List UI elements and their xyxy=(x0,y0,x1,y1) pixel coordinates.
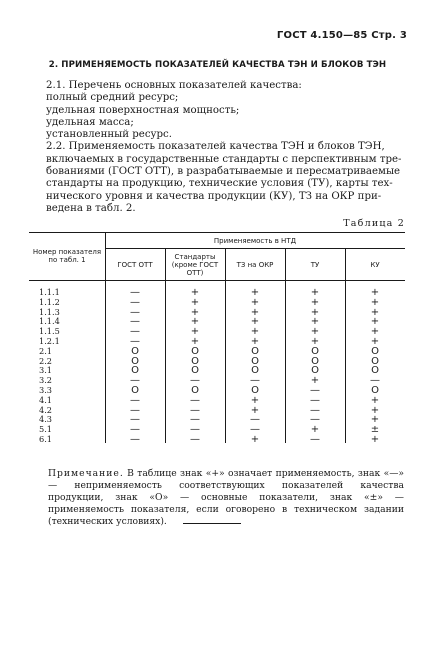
row-applicability-mark: — xyxy=(130,306,140,318)
header-col-tz-okr: ТЗ на ОКР xyxy=(236,260,274,269)
note-lead: Примечание. xyxy=(48,468,124,479)
header-col-gost-ott: ГОСТ ОТТ xyxy=(117,260,153,269)
row-applicability-mark: — xyxy=(130,296,140,308)
row-applicability-mark: О xyxy=(131,385,139,396)
table-row xyxy=(29,396,405,406)
row-applicability-mark: О xyxy=(191,365,199,377)
row-applicability-mark: + xyxy=(310,306,320,318)
table-row xyxy=(29,337,405,347)
row-applicability-mark: + xyxy=(370,394,380,406)
running-header: ГОСТ 4.150—85 Стр. 3 xyxy=(276,30,407,41)
row-applicability-mark: — xyxy=(190,375,200,387)
row-applicability-mark: + xyxy=(250,306,260,318)
row-applicability-mark: — xyxy=(190,424,200,436)
row-applicability-mark: — xyxy=(190,394,200,406)
row-applicability-mark: + xyxy=(250,394,260,406)
row-applicability-mark: — xyxy=(250,424,260,436)
row-applicability-mark: + xyxy=(370,414,380,426)
row-applicability-mark: + xyxy=(190,296,200,308)
row-applicability-mark: — xyxy=(130,287,140,298)
row-applicability-mark: + xyxy=(250,434,260,445)
row-applicability-mark: + xyxy=(310,296,320,308)
table-row xyxy=(29,386,405,396)
para-2-2-line: ведена в табл. 2. xyxy=(46,202,136,214)
row-indicator-number: 2.2 xyxy=(39,355,53,366)
row-applicability-mark: О xyxy=(191,355,199,367)
row-applicability-mark: — xyxy=(130,434,140,445)
table-row xyxy=(29,317,405,327)
row-applicability-mark: ± xyxy=(370,424,380,436)
table-row xyxy=(29,357,405,367)
row-applicability-mark: О xyxy=(371,365,379,377)
row-applicability-mark: О xyxy=(251,345,259,357)
row-applicability-mark: + xyxy=(370,336,380,347)
row-applicability-mark: + xyxy=(250,404,260,416)
row-applicability-mark: — xyxy=(130,404,140,416)
row-applicability-mark: + xyxy=(250,336,260,347)
para-2-1-item: удельная масса; xyxy=(46,116,134,128)
para-2-1-item: установленный ресурс. xyxy=(46,129,173,141)
row-applicability-mark: + xyxy=(370,404,380,416)
row-applicability-mark: О xyxy=(371,345,379,357)
row-applicability-mark: — xyxy=(250,414,260,426)
table-row xyxy=(29,406,405,416)
row-applicability-mark: — xyxy=(130,394,140,406)
header-indicator-number: Номер показателя по табл. 1 xyxy=(32,248,102,264)
row-indicator-number: 4.3 xyxy=(39,414,53,425)
row-applicability-mark: — xyxy=(130,326,140,338)
table-rule-header xyxy=(29,280,405,281)
row-applicability-mark: — xyxy=(130,414,140,426)
row-applicability-mark: — xyxy=(130,424,140,436)
row-applicability-mark: — xyxy=(190,414,200,426)
table-row xyxy=(29,327,405,337)
applicability-table xyxy=(29,232,405,443)
section-title: 2. ПРИМЕНЯЕМОСТЬ ПОКАЗАТЕЛЕЙ КАЧЕСТВА ТЭН И БЛОКОВ ТЭН xyxy=(48,60,387,70)
row-applicability-mark: + xyxy=(370,434,380,445)
row-applicability-mark: О xyxy=(311,365,319,377)
row-applicability-mark: О xyxy=(371,355,379,367)
row-applicability-mark: + xyxy=(190,316,200,328)
row-applicability-mark: — xyxy=(130,336,140,347)
row-applicability-mark: — xyxy=(190,434,200,445)
row-applicability-mark: + xyxy=(190,326,200,338)
row-applicability-mark: + xyxy=(190,336,200,347)
table-row xyxy=(29,415,405,425)
para-2-1-item: полный средний ресурс; xyxy=(46,92,179,104)
para-2-2-line: бованиями (ГОСТ ОТТ), в разрабатываемые и пересматриваемые xyxy=(46,166,401,178)
row-applicability-mark: О xyxy=(251,355,259,367)
row-applicability-mark: — xyxy=(310,394,320,406)
table-row xyxy=(29,366,405,376)
row-applicability-mark: + xyxy=(190,287,200,298)
row-indicator-number: 1.2.1 xyxy=(39,336,60,346)
row-applicability-mark: + xyxy=(310,424,320,436)
row-applicability-mark: О xyxy=(131,345,139,357)
row-applicability-mark: + xyxy=(370,296,380,308)
row-applicability-mark: О xyxy=(371,385,379,396)
row-indicator-number: 1.1.4 xyxy=(39,316,60,327)
row-applicability-mark: — xyxy=(370,375,380,387)
row-applicability-mark: + xyxy=(250,316,260,328)
para-2-1-lead: 2.1. Перечень основных показателей качества: xyxy=(46,80,302,91)
row-applicability-mark: + xyxy=(310,336,320,347)
table-row xyxy=(29,308,405,318)
row-applicability-mark: О xyxy=(131,355,139,367)
row-indicator-number: 6.1 xyxy=(39,434,53,444)
row-applicability-mark: + xyxy=(250,326,260,338)
row-applicability-mark: + xyxy=(370,306,380,318)
table-row xyxy=(29,347,405,357)
row-applicability-mark: — xyxy=(310,414,320,426)
row-indicator-number: 4.1 xyxy=(39,394,53,405)
row-applicability-mark: + xyxy=(310,316,320,328)
row-indicator-number: 1.1.2 xyxy=(39,296,60,307)
para-2-2-line: нического уровня и качества продукции (КУ), ТЗ на ОКР при- xyxy=(46,190,382,202)
table-row xyxy=(29,376,405,386)
row-applicability-mark: + xyxy=(310,287,320,298)
para-2-2-line: стандарты на продукцию, технические условия (ТУ), карты тех- xyxy=(46,178,393,190)
row-applicability-mark: + xyxy=(310,326,320,338)
row-applicability-mark: О xyxy=(311,355,319,367)
header-applicability-group: Применяемость в НТД xyxy=(213,236,297,245)
table-caption: Таблица 2 xyxy=(343,218,405,229)
row-indicator-number: 3.1 xyxy=(39,365,53,376)
row-applicability-mark: — xyxy=(310,404,320,416)
table-note xyxy=(48,468,404,528)
header-col-standards: Стандарты (кроме ГОСТ ОТТ) xyxy=(171,252,219,277)
row-applicability-mark: О xyxy=(311,345,319,357)
row-applicability-mark: — xyxy=(310,385,320,396)
row-indicator-number: 5.1 xyxy=(39,424,53,435)
header-col-ku: КУ xyxy=(370,260,380,269)
row-applicability-mark: О xyxy=(251,385,259,396)
para-2-2-line: включаемых в государственные стандарты с перспективным тре- xyxy=(46,153,402,165)
end-rule xyxy=(183,523,241,524)
row-applicability-mark: + xyxy=(190,306,200,318)
row-applicability-mark: О xyxy=(131,365,139,377)
table-row xyxy=(29,298,405,308)
row-applicability-mark: + xyxy=(370,326,380,338)
row-applicability-mark: — xyxy=(130,375,140,387)
row-applicability-mark: — xyxy=(190,404,200,416)
row-indicator-number: 3.3 xyxy=(39,385,53,395)
row-applicability-mark: — xyxy=(130,316,140,328)
row-indicator-number: 2.1 xyxy=(39,345,53,356)
row-applicability-mark: + xyxy=(250,287,260,298)
note-text: В таблице знак «+» означает применяемость, знак «—» — неприменяемость соответствующих показателей качества продукции, знак «О» — основные показатели, знак «±» — применяемость показателя, если оговорено в техническом задании (технических условиях). xyxy=(48,468,404,527)
table-row xyxy=(29,288,405,298)
row-indicator-number: 1.1.3 xyxy=(39,306,60,317)
row-applicability-mark: + xyxy=(250,296,260,308)
row-applicability-mark: + xyxy=(310,375,320,387)
row-applicability-mark: О xyxy=(251,365,259,377)
para-2-1-item: удельная поверхностная мощность; xyxy=(46,104,240,116)
row-indicator-number: 4.2 xyxy=(39,404,53,415)
row-indicator-number: 1.1.1 xyxy=(39,287,60,297)
row-applicability-mark: О xyxy=(191,385,199,396)
para-2-2-line: 2.2. Применяемость показателей качества ТЭН и блоков ТЭН, xyxy=(46,141,385,153)
row-applicability-mark: + xyxy=(370,287,380,298)
row-indicator-number: 1.1.5 xyxy=(39,326,60,337)
row-applicability-mark: — xyxy=(250,375,260,387)
header-col-tu: ТУ xyxy=(310,260,320,269)
row-applicability-mark: О xyxy=(191,345,199,357)
table-row xyxy=(29,425,405,435)
table-row xyxy=(29,435,405,445)
row-applicability-mark: + xyxy=(370,316,380,328)
body-text xyxy=(46,80,406,215)
row-indicator-number: 3.2 xyxy=(39,375,53,386)
row-applicability-mark: — xyxy=(310,434,320,445)
